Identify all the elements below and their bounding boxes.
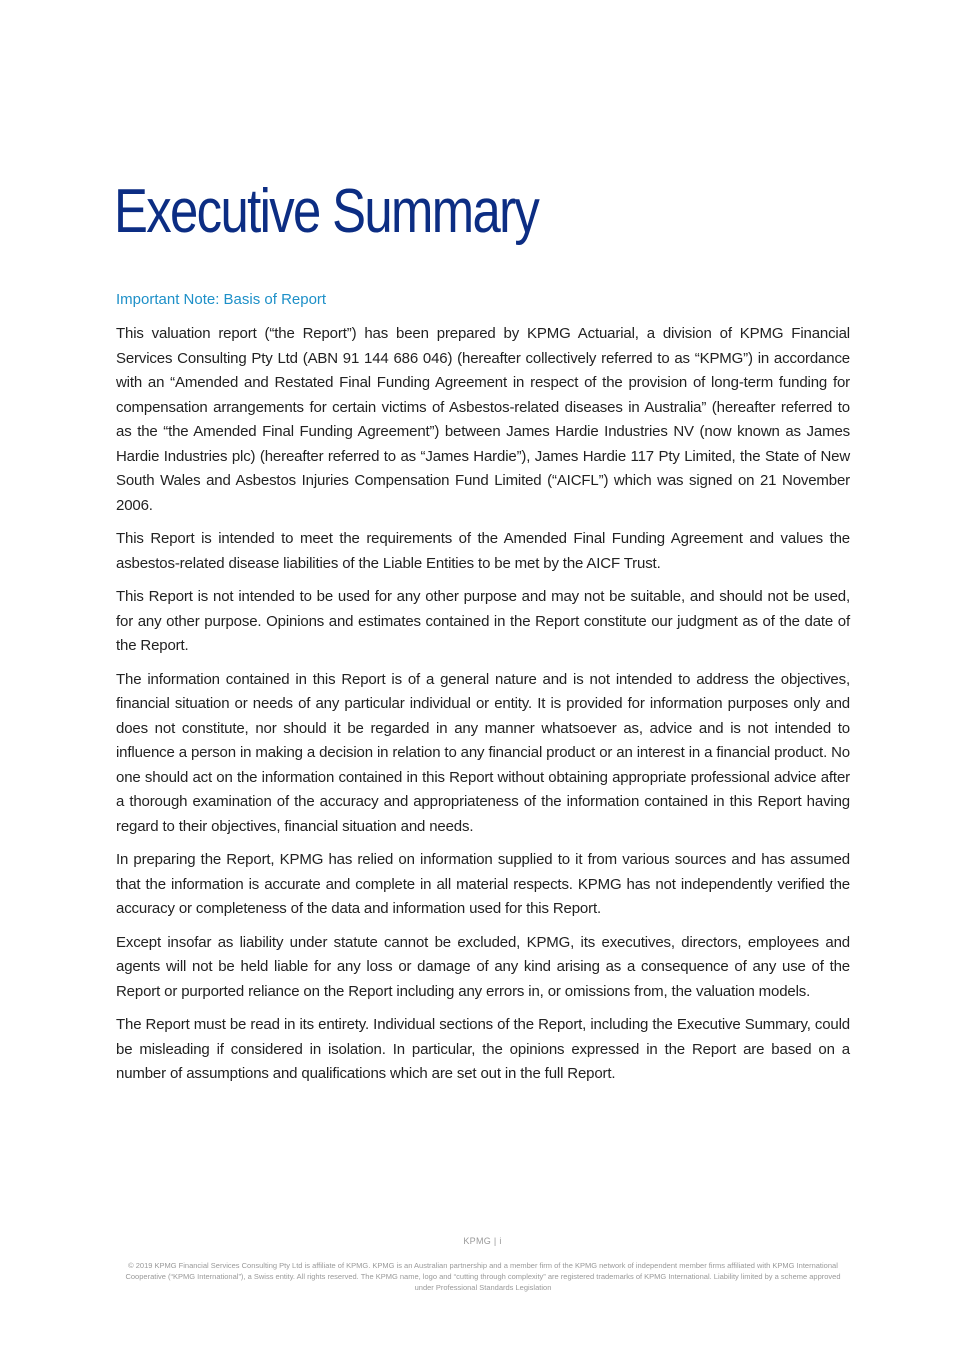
paragraph: In preparing the Report, KPMG has relied on information supplied to it from various sources and has assumed that the information is accurate and complete in all material respects. KPMG has not independently verified the accuracy or completeness of the data and information used for this Report. (116, 851, 850, 917)
paragraph: Except insofar as liability under statute cannot be excluded, KPMG, its executives, directors, employees and agents will not be held liable for any loss or damage of any kind arising as a consequence of any use of the Report or purported reliance on the Report including any errors in, or omissions from, the valuation models. (116, 933, 850, 1000)
paragraph: This valuation report (“the Report”) has been prepared by KPMG Actuarial, a division of KPMG Financial Services Consulting Pty Ltd (ABN 91 144 686 046) (hereafter collectively referred to as “KPMG”) in accordance with an “Amended and Restated Final Funding Agreement in respect of the provision of long-term funding for compensation arrangements for certain victims of Asbestos-related diseases in Australia” (hereafter referred to as the “the Amended Final Funding Agreement”) between James Hardie Industries NV (now known as James Hardie Industries plc) (hereafter referred to as “James Hardie”), James Hardie 117 Pty Limited, the State of New South Wales and Asbestos Injuries Compensation Fund Limited (“AICFL”) which was signed on 21 November 2006. (116, 325, 850, 514)
paragraph: This Report is intended to meet the requirements of the Amended Final Funding Agreement and values the asbestos-related disease liabilities of the Liable Entities to be met by the AICF Trust. (116, 530, 850, 572)
paragraph: The information contained in this Report is of a general nature and is not intended to address the objectives, financial situation or needs of any particular individual or entity. It is provided for information purposes only and does not constitute, nor should it be regarded in any manner whatsoever as, advice and is not intended to influence a person in making a decision in relation to any financial product or an interest in a financial product. No one should act on the information contained in this Report without obtaining appropriate professional advice after a thorough examination of the accuracy and appropriateness of the information contained in this Report having regard to their objectives, financial situation and needs. (116, 670, 850, 835)
paragraph: The Report must be read in its entirety. Individual sections of the Report, including the Executive Summary, could be misleading if considered in isolation. In particular, the opinions expressed in the Report are based on a number of assumptions and qualifications which are set out in the full Report. (116, 1016, 850, 1082)
body-text (116, 322, 850, 1096)
page-title: Executive Summary (114, 177, 539, 246)
paragraph: This Report is not intended to be used for any other purpose and may not be suitable, and should not be used, for any other purpose. Opinions and estimates contained in the Report constitute our judgment as of the date of the Report. (116, 588, 850, 654)
legal-disclaimer: © 2019 KPMG Financial Services Consulting Pty Ltd is affiliate of KPMG. KPMG is an Australian partnership and a member firm of the KPMG network of independent member firms affiliated with KPMG International Cooperative (“KPMG International”), a Swiss entity. All rights reserved. The KPMG name, logo and “cutting through complexity” are registered trademarks of KPMG International. Liability limited by a scheme approved under Professional Standards Legislation (125, 1261, 841, 1292)
section-heading: Important Note: Basis of Report (116, 291, 327, 308)
page-number: KPMG | i (463, 1236, 502, 1246)
